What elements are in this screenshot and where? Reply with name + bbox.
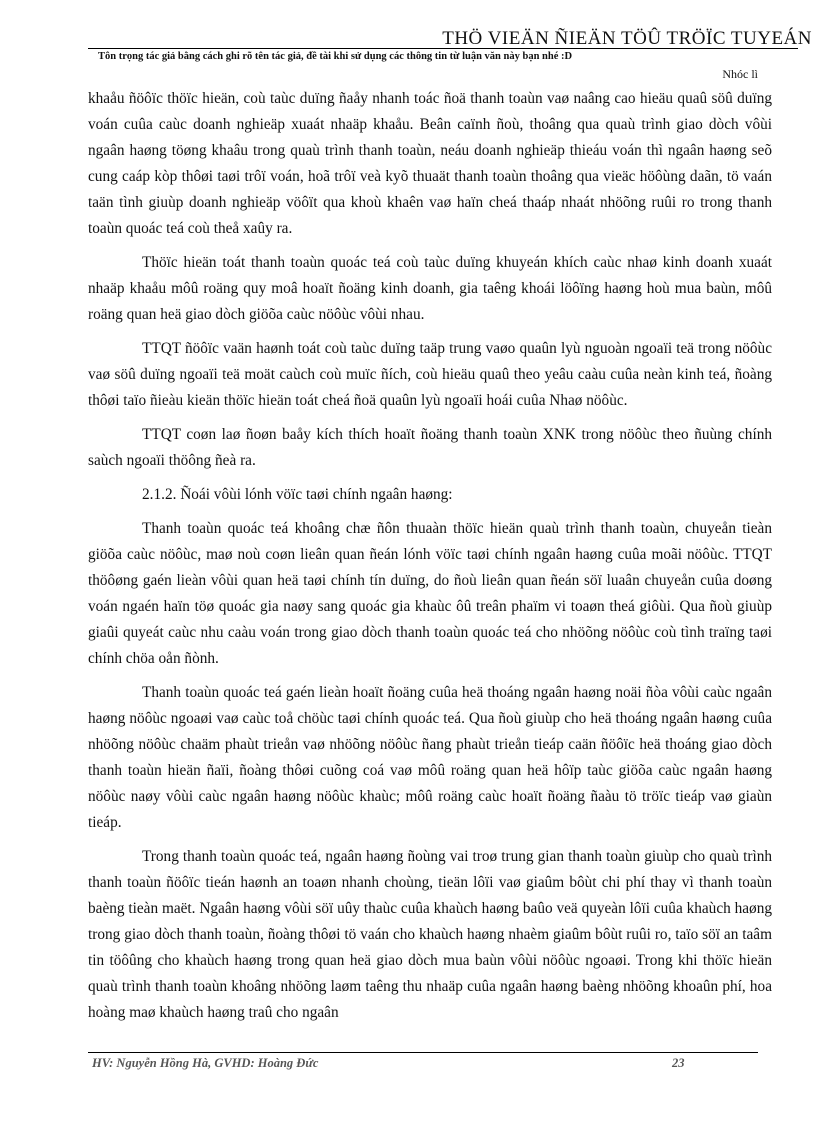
header-signature: Nhóc lì xyxy=(722,67,758,81)
paragraph: TTQT coøn laø ñoøn baåy kích thích hoaït ñoäng thanh toaùn XNK trong nöôùc theo ñuùng chính saùch ngoaïi thöông ñeà ra. xyxy=(88,426,772,469)
paragraph-continuation: khaåu ñöôïc thöïc hieän, coù taùc duïng ñaåy nhanh toác ñoä thanh toaùn vaø naâng cao hieäu quaû söû duïng voán cuûa caùc doanh nghieäp xuaát nhaäp khaåu. Beân caïnh ñoù, thoâng qua quaù trình giao dòch vôùi ngaân haøng töøng khaâu trong quaù trình thanh toaùn, neáu doanh nghieäp thieáu voán thì ngaân haøng seõ cung caáp kòp thôøi taøi trôï voán, hoã trôï veà kyõ thuaät thanh toaùn thoâng qua vieäc höôùng daãn, tö vaán taän tình giuùp doanh nghieäp vöôït qua khoù khaên vaø haïn cheá thaáp nhaát nhöõng ruûi ro trong thanh toaùn quoác teá coù theå xaûy ra. xyxy=(88,90,772,237)
header-site-title: THÖ VIEÄN ÑIEÄN TÖÛ TRÖÏC TUYEÁN xyxy=(442,28,812,49)
footer-rule xyxy=(88,1052,758,1053)
paragraph: Thanh toaùn quoác teá gaén lieàn hoaït ñoäng cuûa heä thoáng ngaân haøng noäi ñòa vôùi caùc ngaân haøng nöôùc ngoaøi vaø caùc toå chöùc taøi chính quoác teá. Qua ñoù giuùp cho heä thoáng ngaân haøng cuûa nhöõng nöôùc chaäm phaùt trieån vaø nhöõng nöôùc ñang phaùt trieån tieáp caän ñöôïc heä thoáng giao dòch thanh toaùn hieän ñaïi, ñoàng thôøi cuõng coá vaø môû roäng quan heä hôïp taùc giöõa caùc ngaân haøng nöôùc naøy vôùi caùc ngaân haøng nöôùc khaùc; môû roäng caùc hoaït ñoäng ñaàu tö tröïc tieáp vaø giaùn tieáp. xyxy=(88,684,772,831)
paragraph: Thanh toaùn quoác teá khoâng chæ ñôn thuaàn thöïc hieän quaù trình thanh toaùn, chuyeån tieàn giöõa caùc nöôùc, maø noù coøn lieân quan ñeán lónh vöïc taøi chính ngaân haøng cuûa moãi nöôùc. TTQT thöôøng gaén lieàn vôùi quan heä taøi chính tín duïng, do ñoù lieân quan ñeán söï luaân chuyeån cuûa doøng voán ngaén haïn töø quoác gia naøy sang quoác gia khaùc ôû treân phaïm vi toaøn theá giôùi. Qua ñoù giuùp giaûi quyeát caùc nhu caàu voán trong giao dòch thanh toaùn quoác teá cho nhöõng nöôùc coù tình traïng taøi chính chöa oån ñònh. xyxy=(88,520,772,667)
page-number: 23 xyxy=(672,1056,685,1070)
section-heading: 2.1.2. Ñoái vôùi lónh vöïc taøi chính ngaân haøng: xyxy=(142,486,453,503)
paragraph: Thöïc hieän toát thanh toaùn quoác teá coù taùc duïng khuyeán khích caùc nhaø kinh doanh xuaát nhaäp khaåu môû roäng quy moâ hoaït ñoäng kinh doanh, gia taêng khoái löôïng haøng hoù mua baùn, môû roäng quan heä giao dòch giöõa caùc nöôùc vôùi nhau. xyxy=(88,254,772,323)
footer-author: HV: Nguyễn Hồng Hà, GVHD: Hoàng Đức xyxy=(92,1056,319,1070)
header-notice: Tôn trọng tác giả bằng cách ghi rõ tên tác giả, đề tài khi sử dụng các thông tin từ luận văn này bạn nhé :D xyxy=(98,51,573,62)
paragraph: Trong thanh toaùn quoác teá, ngaân haøng ñoùng vai troø trung gian thanh toaùn giuùp cho quaù trình thanh toaùn ñöôïc tieán haønh an toaøn nhanh choùng, tieän lôïi vaø giaûm bôùt chi phí thay vì thanh toaùn baèng tieàn maët. Ngaân haøng vôùi söï uûy thaùc cuûa khaùch haøng baûo veä quyeàn lôïi cuûa khaùch haøng trong giao dòch thanh toaùn, ñoàng thôøi tö vaán cho khaùch haøng nhaèm giaûm bôùt ruûi ro, taïo söï an taâm tin töôûng cho khaùch haøng trong quan heä giao dòch mua baùn vôùi nöôùc ngoaøi. Trong khi thöïc hieän quaù trình thanh toaùn khoâng nhöõng laøm taêng thu nhaäp cuûa ngaân haøng baèng nhöõng khoaûn phí, hoa hoàng maø khaùch haøng traû cho ngaân xyxy=(88,848,772,1021)
paragraph: TTQT ñöôïc vaän haønh toát coù taùc duïng taäp trung vaøo quaûn lyù nguoàn ngoaïi teä trong nöôùc vaø söû duïng ngoaïi teä moät caùch coù muïc ñích, coù hieäu quaû theo yeâu caàu cuûa neàn kinh teá, ñoàng thôøi taïo ñieàu kieän thöïc hieän toát cheá ñoä quaûn lyù ngoaïi hoái cuûa Nhaø nöôùc. xyxy=(88,340,772,409)
header-rule xyxy=(88,48,798,49)
document-body xyxy=(88,86,772,1034)
